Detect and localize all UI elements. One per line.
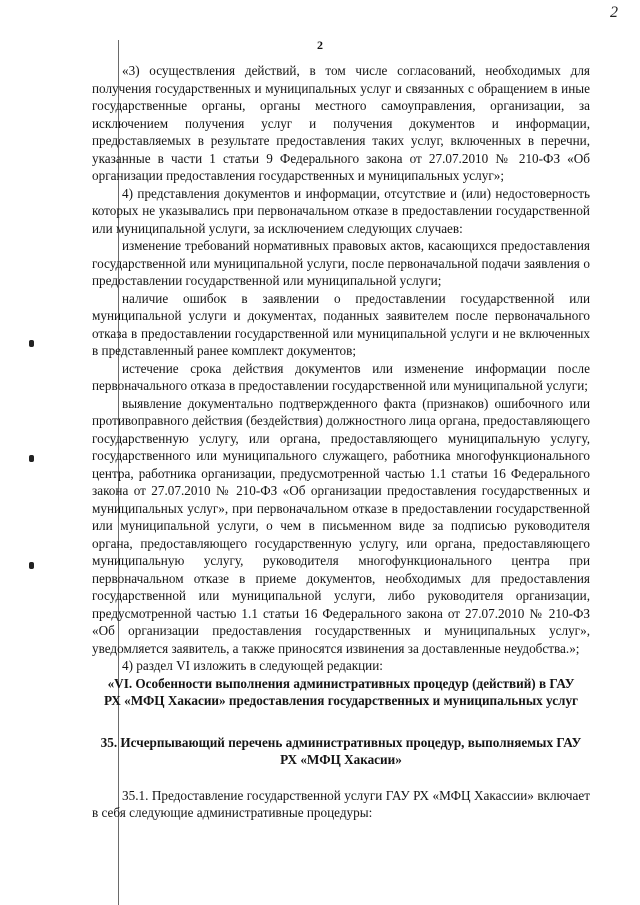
margin-dot <box>29 455 34 462</box>
paragraph: наличие ошибок в заявлении о предоставлении государственной или муниципальной услуги и документах, поданных заявителем после первоначального отказа в предоставлении государственной или муниципальной услуги и не включенных в представленный ранее комплект документов; <box>92 290 590 358</box>
margin-dot <box>29 562 34 569</box>
paragraph: истечение срока действия документов или изменение информации после первоначального отказа в предоставлении государственной или муниципальной услуги; <box>92 360 590 393</box>
paragraph: изменение требований нормативных правовых актов, касающихся предоставления государственной или муниципальной услуги, после первоначальной подачи заявления о предоставлении государственной или муниципальной услуги; <box>92 238 590 288</box>
section-heading: «VI. Особенности выполнения административных процедур (действий) в ГАУ РХ «МФЦ Хакасии» предоставления государственных и муниципальных услуг <box>103 675 579 708</box>
paragraph: 4) представления документов и информации, отсутствие и (или) недостоверность которых не указывались при первоначальном отказе в предоставлении государственной или муниципальной услуги, за исключением следующих случаев: <box>92 185 590 236</box>
margin-dot <box>29 340 34 347</box>
subsection-heading: 35. Исчерпывающий перечень административных процедур, выполняемых ГАУ РХ «МФЦ Хакасии» <box>100 734 582 767</box>
document-body <box>92 62 590 822</box>
paragraph: выявление документально подтвержденного факта (признаков) ошибочного или противоправного действия (бездействия) должностного лица органа, предоставляющего государственную услугу, или органа, предоставляющего муниципальную услугу, государственного или муниципального служащего, работника многофункционального центра, работника организации, предусмотренной частью 1.1 статьи 16 Федерального закона от 27.07.2010 № 210-ФЗ «Об организации предоставления государственных и муниципальных услуг», при первоначальном отказе в предоставлении государственной или муниципальной услуги, о чем в письменном виде за подписью руководителя органа, предоставляющего государственную услугу, или органа, предоставляющего муниципальную услугу, руководителя многофункционального центра при первоначальном отказе в приеме документов, необходимых для предоставления государственной или муниципальной услуги, либо руководителя организации, предусмотренной частью 1.1 статьи 16 Федерального закона от 27.07.2010 № 210-ФЗ «Об организации предоставления государственных и муниципальных услуг», уведомляется заявитель, а также приносятся извинения за доставленные неудобства.»; <box>92 395 590 656</box>
corner-page-mark: 2 <box>610 4 618 21</box>
paragraph: 35.1. Предоставление государственной услуги ГАУ РХ «МФЦ Хакассии» включает в себя следующие административные процедуры: <box>92 787 590 820</box>
spacer <box>92 769 590 787</box>
paragraph: 4) раздел VI изложить в следующей редакции: <box>122 658 383 673</box>
page-number: 2 <box>317 38 323 52</box>
paragraph: «3) осуществления действий, в том числе согласований, необходимых для получения государственных и муниципальных услуг и связанных с обращением в иные государственные органы, органы местного самоуправления, организации, за исключением получения услуг и получения документов и информации, предоставляемых в результате предоставления таких услуг, включенных в перечни, указанные в части 1 статьи 9 Федерального закона от 27.07.2010 № 210-ФЗ «Об организации предоставления государственных и муниципальных услуг»; <box>92 63 590 183</box>
spacer <box>92 710 590 734</box>
